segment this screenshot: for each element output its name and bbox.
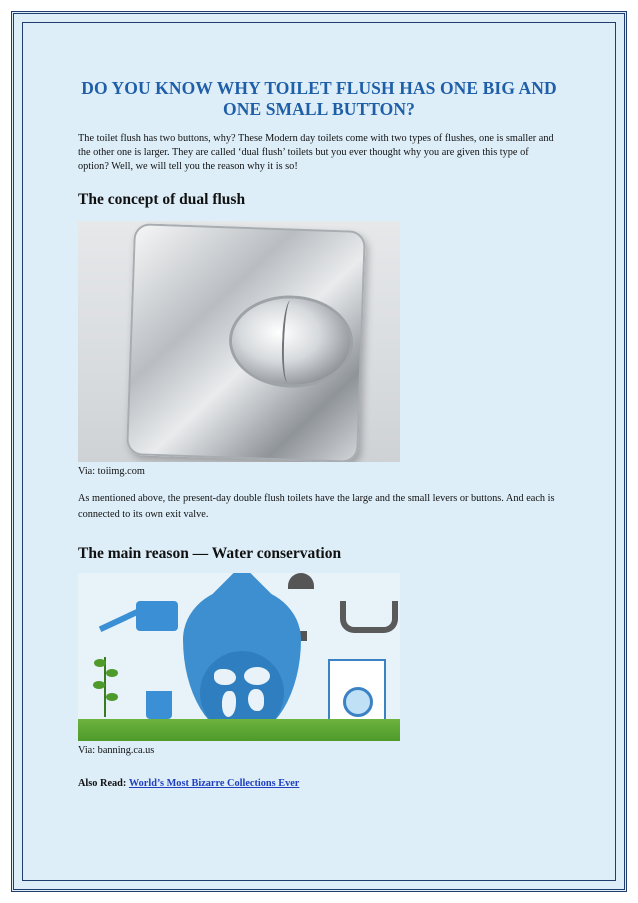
bucket-icon (146, 691, 172, 719)
watering-can-icon (136, 601, 178, 631)
also-read-link[interactable]: World’s Most Bizarre Collections Ever (128, 778, 300, 789)
continent-shape (244, 667, 270, 685)
continent-shape (222, 691, 236, 717)
pipe-icon (340, 601, 398, 633)
article (78, 78, 560, 789)
shower-head-icon (288, 573, 314, 589)
image-caption-1: Via: toiimg.com (78, 466, 145, 477)
dual-flush-button-photo (78, 221, 400, 462)
article-title: DO YOU KNOW WHY TOILET FLUSH HAS ONE BIG AND ONE SMALL BUTTON? (81, 78, 557, 119)
grass-strip (78, 719, 400, 741)
leaf (94, 659, 106, 667)
intro-paragraph: The toilet flush has two buttons, why? These Modern day toilets come with two types of flushes, one is smaller and the other one is larger. They are called ‘dual flush’ toilets but you ever thought why you are given this type of option? Well, we will tell you the reason why it is so! (78, 133, 554, 172)
watering-can-spout (99, 608, 141, 632)
continent-shape (248, 689, 264, 711)
leaf (106, 669, 118, 677)
image-caption-2: Via: banning.ca.us (78, 745, 155, 756)
section-heading-water-conservation: The main reason — Water conservation (78, 545, 342, 562)
plant-icon (92, 647, 118, 717)
section1-paragraph: As mentioned above, the present-day double flush toilets have the large and the small levers or buttons. And each is connected to its own exit valve. (78, 493, 555, 520)
also-read-line (78, 778, 560, 789)
leaf (93, 681, 105, 689)
also-read-label: Also Read: (78, 778, 127, 789)
plant-stem (104, 657, 106, 717)
continent-shape (214, 669, 236, 685)
washing-machine-door (343, 687, 373, 717)
water-conservation-illustration (78, 573, 400, 741)
flush-plate (126, 223, 366, 462)
section-heading-dual-flush: The concept of dual flush (78, 191, 246, 208)
leaf (106, 693, 118, 701)
